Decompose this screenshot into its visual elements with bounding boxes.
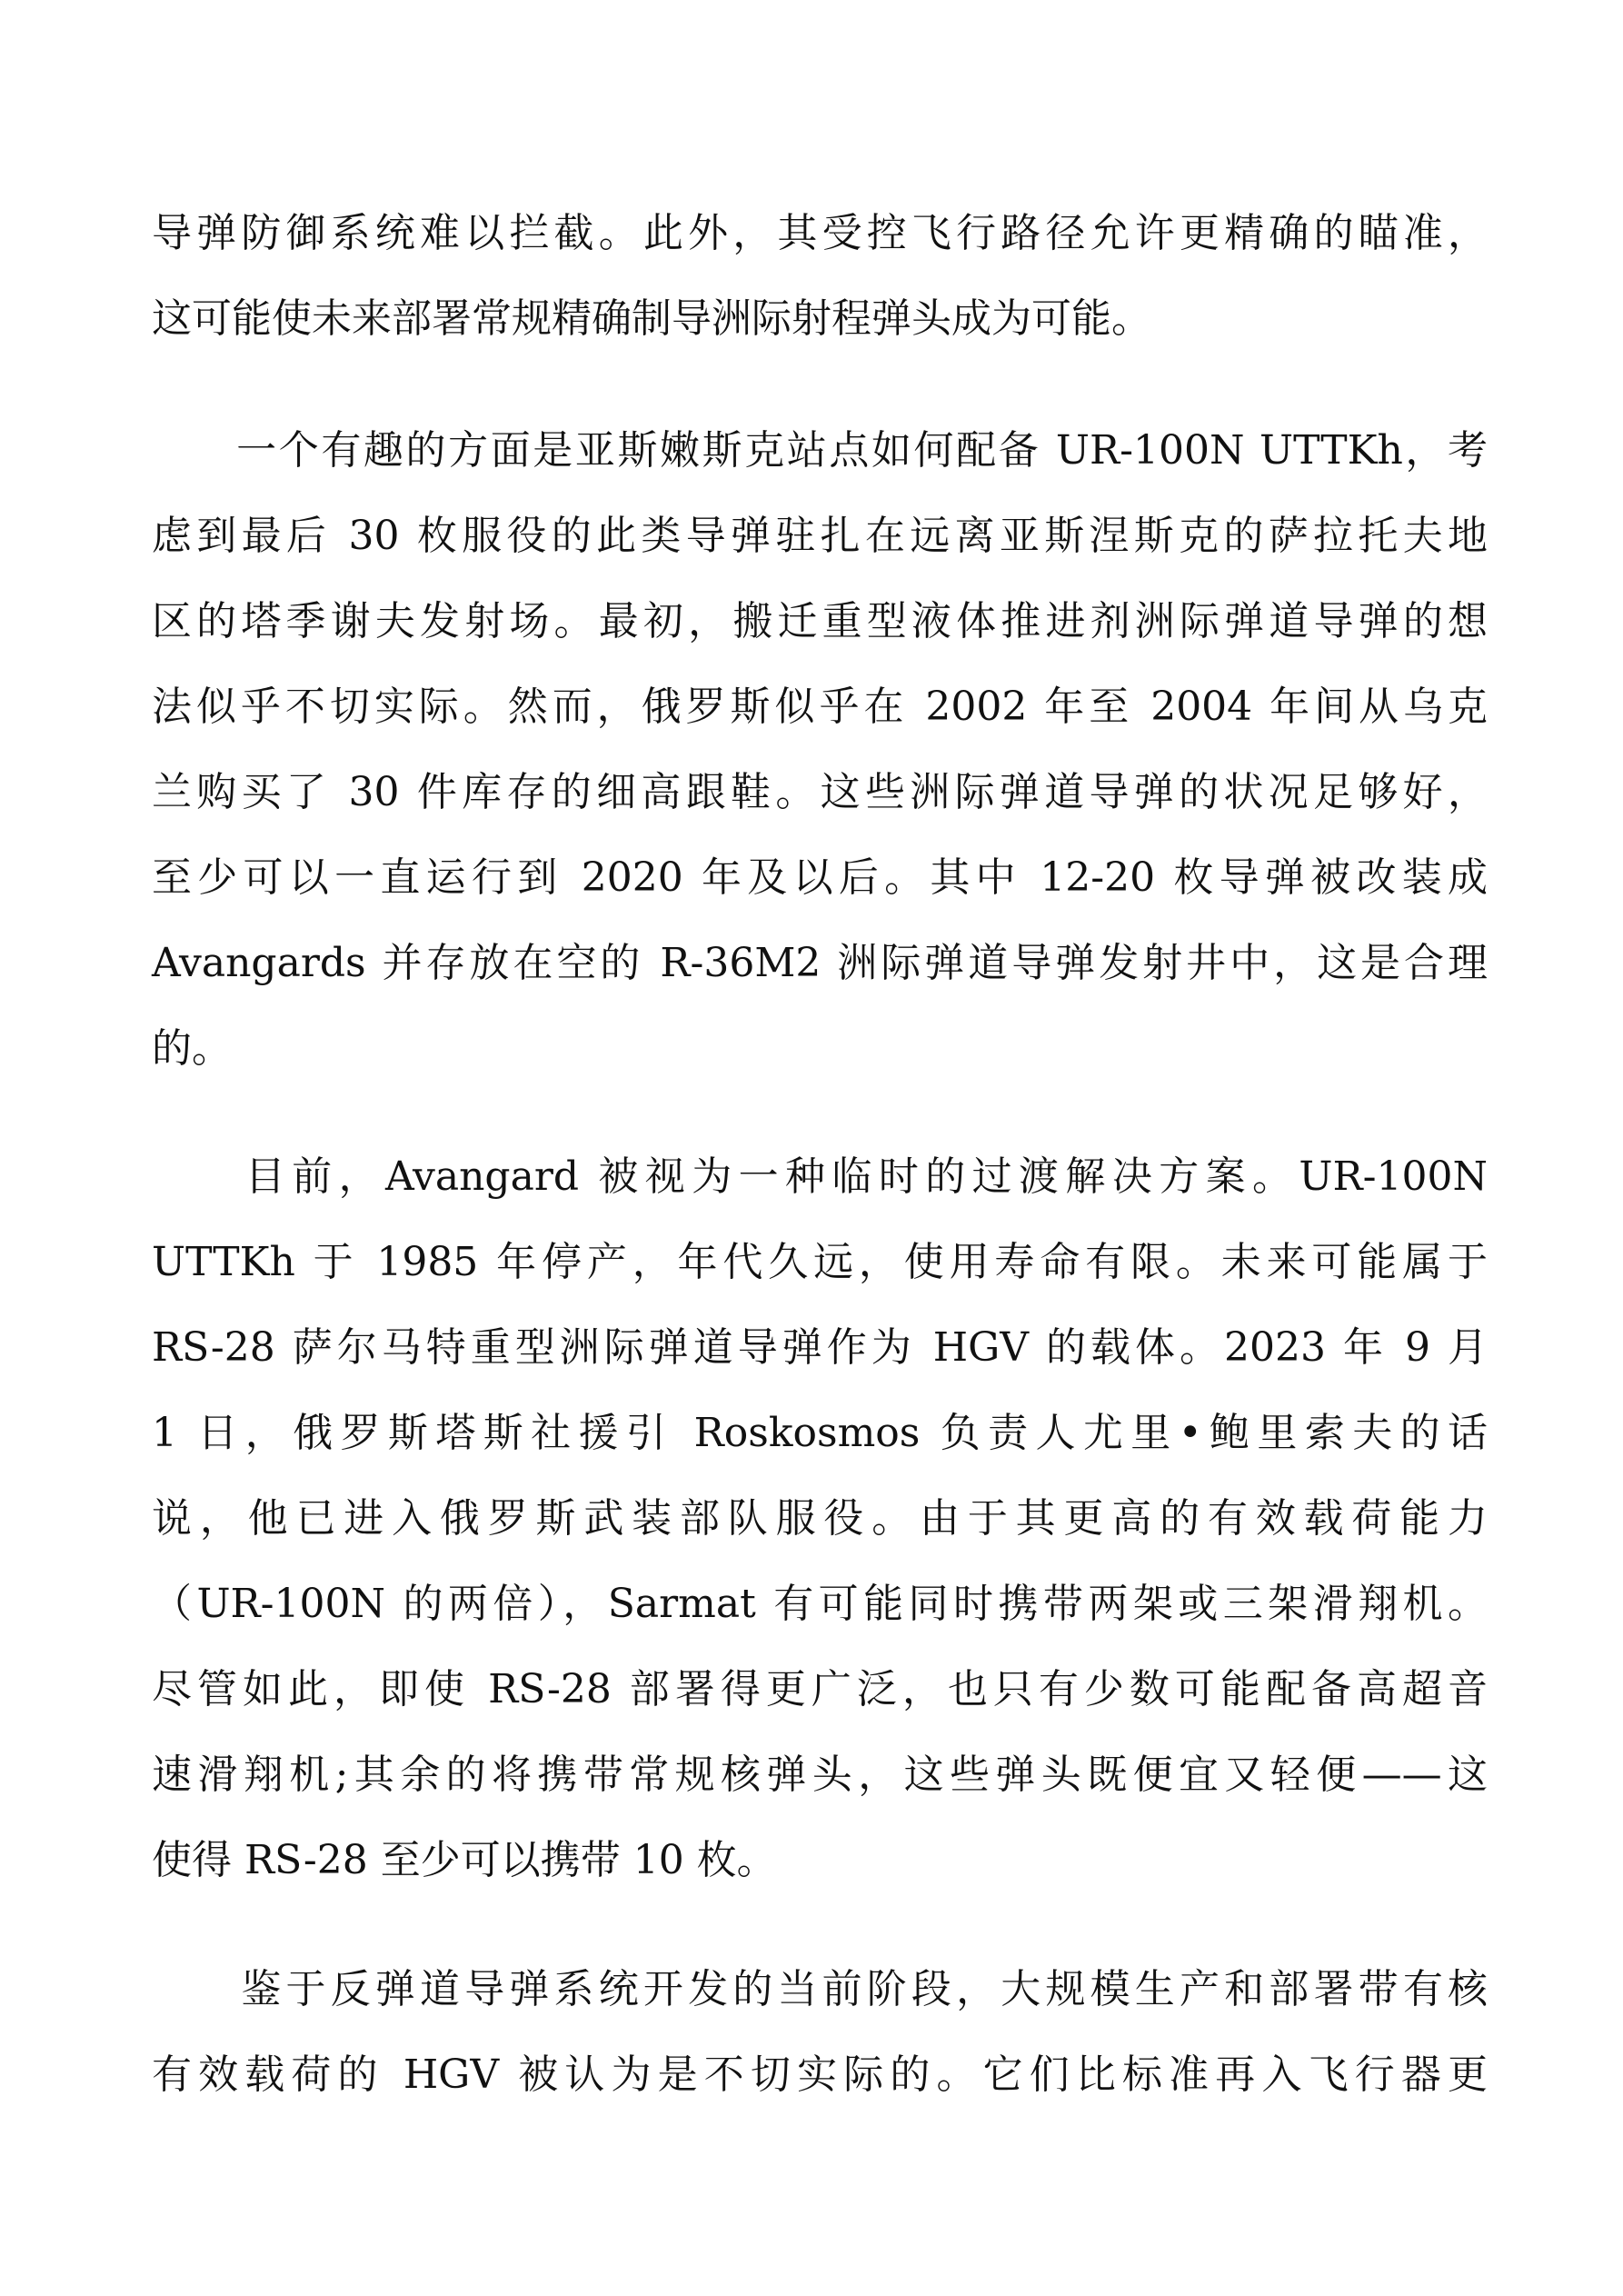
- text-line: 有效载荷的 HGV 被认为是不切实际的。它们比标准再入飞行器更: [152, 2051, 1488, 2098]
- text-line: 法似乎不切实际。然而，俄罗斯似乎在 2002 年至 2004 年间从乌克: [152, 684, 1488, 730]
- text-line: 使得 RS-28 至少可以携带 10 枚。: [152, 1837, 777, 1883]
- paragraph-4: [152, 1947, 1488, 2118]
- text-line: 1 日，俄罗斯塔斯社援引 Roskosmos 负责人尤里•鲍里索夫的话: [152, 1410, 1488, 1456]
- text-line: 鉴于反弹道导弹系统开发的当前阶段，大规模生产和部署带有核: [152, 1966, 1488, 2012]
- paragraph-2: [152, 408, 1488, 1092]
- text-line: 说，他已进入俄罗斯武装部队服役。由于其更高的有效载荷能力: [152, 1495, 1488, 1542]
- paragraph-1: [152, 191, 1488, 362]
- text-line: 导弹防御系统难以拦截。此外，其受控飞行路径允许更精确的瞄准，: [152, 210, 1488, 256]
- text-line: UTTKh 于 1985 年停产，年代久远，使用寿命有限。未来可能属于: [152, 1239, 1488, 1285]
- text-line: 尽管如此，即使 RS-28 部署得更广泛，也只有少数可能配备高超音: [152, 1666, 1488, 1712]
- text-line: Avangards 并存放在空的 R-36M2 洲际弹道导弹发射井中，这是合理: [152, 940, 1488, 986]
- text-line: 区的塔季谢夫发射场。最初，搬迁重型液体推进剂洲际弹道导弹的想: [152, 598, 1488, 644]
- text-line: 这可能使未来部署常规精确制导洲际射程弹头成为可能。: [152, 295, 1151, 342]
- text-line: 的。: [152, 1025, 232, 1072]
- paragraph-3: [152, 1134, 1488, 1903]
- text-line: 一个有趣的方面是亚斯嫩斯克站点如何配备 UR-100N UTTKh，考: [152, 427, 1488, 474]
- text-line: （UR-100N 的两倍），Sarmat 有可能同时携带两架或三架滑翔机。: [152, 1581, 1488, 1627]
- text-line: 虑到最后 30 枚服役的此类导弹驻扎在远离亚斯涅斯克的萨拉托夫地: [152, 513, 1488, 559]
- text-line: 至少可以一直运行到 2020 年及以后。其中 12-20 枚导弹被改装成: [152, 854, 1488, 901]
- text-line: RS-28 萨尔马特重型洲际弹道导弹作为 HGV 的载体。2023 年 9 月: [152, 1324, 1488, 1371]
- text-line: 目前，Avangard 被视为一种临时的过渡解决方案。UR-100N: [152, 1153, 1488, 1200]
- text-line: 兰购买了 30 件库存的细高跟鞋。这些洲际弹道导弹的状况足够好，: [152, 769, 1488, 815]
- text-line: 速滑翔机;其余的将携带常规核弹头，这些弹头既便宜又轻便——这: [152, 1752, 1488, 1798]
